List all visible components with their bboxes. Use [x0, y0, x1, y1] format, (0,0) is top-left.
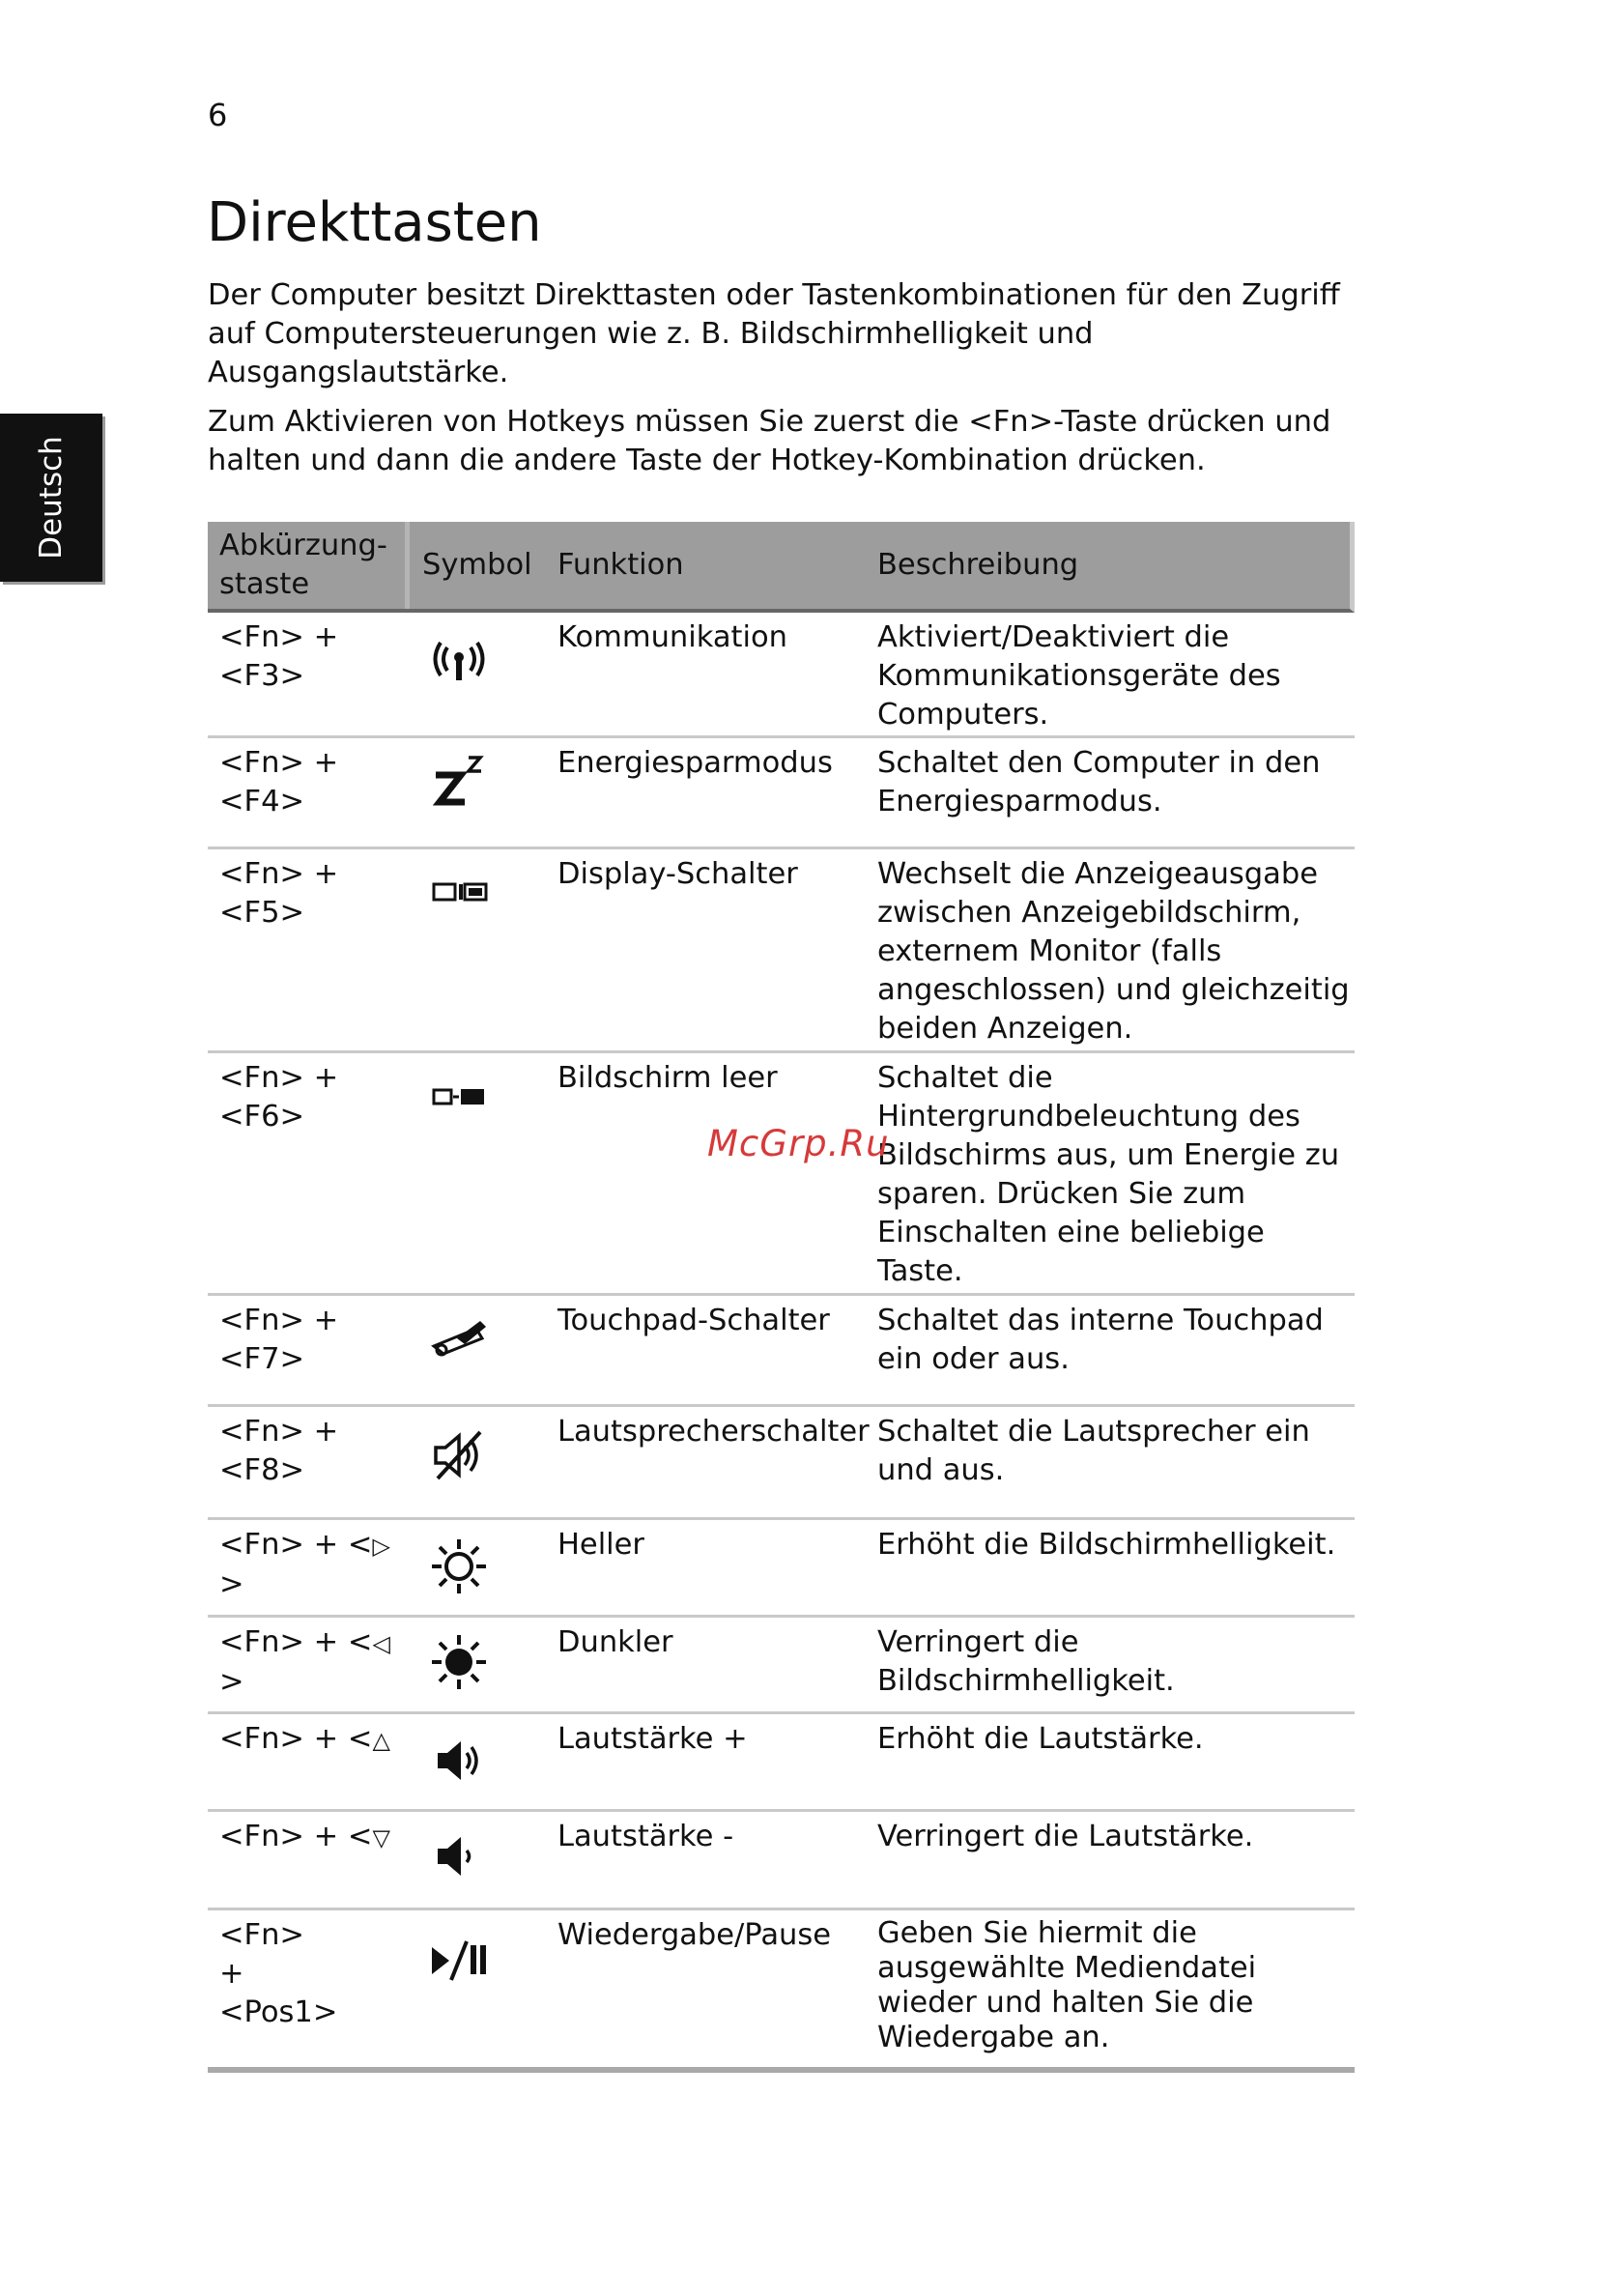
- header-divider: [405, 522, 410, 609]
- table-row: [208, 613, 1355, 738]
- description-cell: Verringert die Lautstärke.: [877, 1820, 1254, 1853]
- play-pause-icon: [428, 1930, 490, 1992]
- volume-up-icon: [428, 1730, 490, 1792]
- function-cell: Lautstärke -: [557, 1820, 734, 1853]
- description-cell: Schaltet den Computer in den Energiesparmodus.: [877, 746, 1321, 818]
- table-row: [208, 849, 1355, 1053]
- function-cell: Lautsprecherschalter: [557, 1415, 870, 1449]
- shortcut-cell: [219, 1526, 408, 1604]
- table-row: [208, 1520, 1355, 1618]
- shortcut-prefix: <Fn> + <: [219, 1722, 373, 1756]
- function-cell: Display-Schalter: [557, 857, 798, 891]
- header-function: Funktion: [557, 548, 684, 582]
- table-header: [208, 522, 1355, 613]
- description-cell: Schaltet die Hintergrundbeleuchtung des Bildschirms aus, um Energie zu sparen. Drücken Sie zum Einschalten eine beliebige Taste.: [877, 1061, 1340, 1288]
- shortcut-cell: [219, 1623, 408, 1702]
- shortcut-cell: <Fn> + <F8>: [219, 1415, 339, 1487]
- description-cell: Erhöht die Lautstärke.: [877, 1722, 1204, 1756]
- table-row: [208, 738, 1355, 849]
- shortcut-cell: <Fn> + <F3>: [219, 620, 339, 693]
- arrow-down-icon: ▽: [372, 1824, 390, 1851]
- function-cell: Kommunikation: [557, 620, 787, 654]
- shortcut-cell: [219, 1818, 408, 1857]
- table-row: [208, 1812, 1355, 1910]
- header-symbol: Symbol: [422, 548, 532, 582]
- shortcut-cell: <Fn> + <F5>: [219, 857, 339, 930]
- description-cell: Wechselt die Anzeigeausgabe zwischen Anzeigebildschirm, externem Monitor (falls angeschlossen) und gleichzeitig beiden Anzeigen.: [877, 857, 1350, 1046]
- description-cell: Erhöht die Bildschirmhelligkeit.: [877, 1528, 1336, 1562]
- page-title: Direkttasten: [207, 191, 542, 254]
- touchpad-icon: [428, 1309, 490, 1371]
- shortcut-suffix: >: [219, 1567, 244, 1601]
- page-number: 6: [208, 97, 228, 133]
- description-cell: Verringert die Bildschirmhelligkeit.: [877, 1625, 1175, 1698]
- function-cell: Bildschirm leer: [557, 1061, 778, 1095]
- header-description: Beschreibung: [877, 548, 1079, 582]
- function-cell: Wiedergabe/Pause: [557, 1918, 832, 1952]
- table-row: [208, 1714, 1355, 1812]
- arrow-right-icon: ▷: [372, 1533, 390, 1560]
- shortcut-cell: <Fn> + <F4>: [219, 746, 339, 818]
- brightness-down-icon: [428, 1631, 490, 1693]
- language-tab: [0, 414, 102, 582]
- table-row: [208, 1296, 1355, 1407]
- function-cell: Touchpad-Schalter: [557, 1304, 830, 1337]
- function-cell: Energiesparmodus: [557, 746, 833, 780]
- intro-paragraph-1: Der Computer besitzt Direkttasten oder Tastenkombinationen für den Zugriff auf Computersteuerungen wie z. B. Bildschirmhelligkeit und Ausgangslautstärke.: [208, 278, 1340, 389]
- function-cell: Lautstärke +: [557, 1722, 748, 1756]
- description-cell: Schaltet die Lautsprecher ein und aus.: [877, 1415, 1310, 1487]
- sleep-icon: [428, 750, 490, 812]
- table-row: [208, 1407, 1355, 1520]
- shortcut-suffix: >: [219, 1665, 244, 1699]
- shortcut-cell: <Fn> + <F7>: [219, 1304, 339, 1376]
- description-cell: Aktiviert/Deaktiviert die Kommunikationsgeräte des Computers.: [877, 620, 1281, 732]
- function-cell: Dunkler: [557, 1625, 673, 1659]
- shortcut-cell: <Fn> + <Pos1>: [219, 1918, 338, 2029]
- description-cell: Schaltet das interne Touchpad ein oder aus.: [877, 1304, 1324, 1376]
- speaker-mute-icon: [428, 1424, 490, 1486]
- shortcut-prefix: <Fn> + <: [219, 1528, 373, 1562]
- screen-blank-icon: [428, 1065, 490, 1127]
- arrow-left-icon: ◁: [372, 1630, 390, 1657]
- function-cell: Heller: [557, 1528, 644, 1562]
- volume-down-icon: [428, 1825, 490, 1887]
- shortcut-cell: [219, 1720, 408, 1760]
- table-row: [208, 1053, 1355, 1296]
- table-row: [208, 1618, 1355, 1714]
- shortcut-cell: <Fn> + <F6>: [219, 1061, 339, 1134]
- intro-paragraph-2: Zum Aktivieren von Hotkeys müssen Sie zuerst die <Fn>-Taste drücken und halten und dann die andere Taste der Hotkey-Kombination drücken.: [208, 405, 1331, 477]
- shortcut-prefix: <Fn> + <: [219, 1625, 373, 1659]
- hotkey-table: [208, 522, 1355, 2073]
- description-cell: Geben Sie hiermit die ausgewählte Mediendatei wieder und halten Sie die Wiedergabe an.: [877, 1916, 1257, 2054]
- brightness-up-icon: [428, 1535, 490, 1597]
- language-tab-label: Deutsch: [34, 436, 69, 560]
- wireless-icon: [428, 630, 490, 692]
- display-switch-icon: [428, 861, 490, 923]
- header-shortcut: Abkürzung-staste: [219, 529, 387, 601]
- watermark: McGrp.Ru: [707, 1123, 890, 1164]
- table-row: [208, 1910, 1355, 2073]
- shortcut-prefix: <Fn> + <: [219, 1820, 373, 1853]
- arrow-up-icon: △: [372, 1727, 390, 1754]
